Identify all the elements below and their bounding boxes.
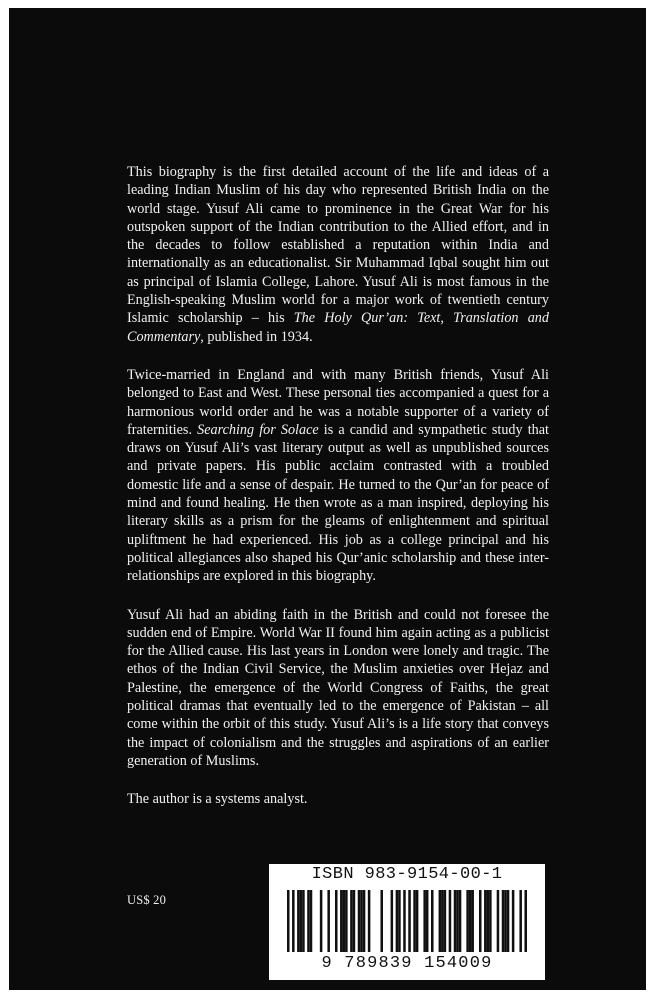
barcode-bar	[358, 890, 361, 952]
barcode-bar	[307, 890, 310, 952]
barcode-bar	[466, 890, 469, 952]
barcode-bar	[320, 890, 323, 952]
barcode-bar	[441, 890, 444, 952]
blurb-paragraph-1	[127, 163, 549, 346]
barcode-bar	[287, 890, 290, 952]
blurb-text	[127, 163, 549, 829]
barcode-bar	[413, 890, 416, 952]
barcode-bar	[408, 890, 411, 952]
barcode-bar	[302, 890, 305, 952]
barcode-bar	[507, 890, 510, 952]
barcode-icon	[287, 890, 527, 952]
barcode-bar	[439, 890, 442, 952]
barcode-bar	[524, 890, 527, 952]
barcode-bar	[444, 890, 447, 952]
barcode-bar	[343, 890, 346, 952]
barcode-bar	[456, 890, 459, 952]
barcode-bar	[426, 890, 429, 952]
barcode-bar	[454, 890, 457, 952]
barcode-bar	[340, 890, 343, 952]
barcode-bar	[502, 890, 505, 952]
blurb-text-run: is a candid and sympathetic study that draws on Yusuf Ali’s vast literary output as well as unpublished sources and private papers. His public acclaim contrasted with a troubled domestic life and a sense of despair. He turned to the Qur’an for peace of mind and found healing. He then wrote as a man inspired, deploying his literary skills as a prism for the gleams of enlightenment and spiritual upliftment he had experienced. His job as a college principal and his political allegiances also shaped his Qur’anic scholarship and these inter-relationships are explored in this biography.	[127, 421, 549, 585]
book-title-italic: Searching for Solace	[197, 421, 319, 438]
barcode-bar	[403, 890, 406, 952]
barcode-bar	[360, 890, 363, 952]
barcode-bar	[512, 890, 515, 952]
barcode-bar	[484, 890, 487, 952]
barcode-bar	[469, 890, 472, 952]
isbn-label: ISBN 983-9154-00-1	[311, 865, 503, 884]
barcode-bar	[471, 890, 474, 952]
barcode-bar	[519, 890, 522, 952]
barcode-bar	[297, 890, 300, 952]
barcode-bar	[487, 890, 490, 952]
isbn-barcode-block	[269, 864, 545, 980]
barcode-bar	[489, 890, 492, 952]
barcode-bar	[335, 890, 338, 952]
price-label: US$ 20	[127, 893, 167, 907]
blurb-text-run: , published in 1934.	[200, 328, 313, 345]
barcode-bar	[350, 890, 353, 952]
book-title-italic: The Holy Qur’an: Text, Translation and Commentary	[127, 310, 549, 345]
barcode-bar	[368, 890, 371, 952]
barcode-bar	[363, 890, 366, 952]
barcode-bar	[310, 890, 313, 952]
barcode-bar	[423, 890, 426, 952]
barcode-bar	[380, 890, 383, 952]
barcode-digits: 9 789839 154009	[321, 954, 493, 973]
barcode-bar	[431, 890, 434, 952]
barcode-bar	[497, 890, 500, 952]
blurb-paragraph-3	[127, 606, 549, 771]
barcode-bar	[398, 890, 401, 952]
barcode-bar	[504, 890, 507, 952]
blurb-text-run: This biography is the first detailed account of the life and ideas of a leading Indian Muslim of his day who represented British India on the world stage. Yusuf Ali came to prominence in the Great War for his outspoken support of the Indian contribution to the Allied effort, and in the decades to follow established a reputation within India and internationally as an educationalist. Sir Muhammad Iqbal sought him out as principal of Islamia College, Lahore. Yusuf Ali is most famous in the English-speaking Muslim world for a major work of twentieth century Islamic scholarship – his	[127, 164, 549, 327]
barcode-bar	[300, 890, 303, 952]
barcode-bar	[396, 890, 399, 952]
barcode-bar	[327, 890, 330, 952]
barcode-bar	[292, 890, 295, 952]
barcode-bar	[416, 890, 419, 952]
barcode-bar	[391, 890, 394, 952]
barcode-bar	[345, 890, 348, 952]
barcode-bar	[479, 890, 482, 952]
barcode-bar	[449, 890, 452, 952]
barcode-bar	[353, 890, 356, 952]
author-note: The author is a systems analyst.	[127, 791, 308, 808]
blurb-text-run: Twice-married in England and with many British friends, Yusuf Ali belonged to East and West. These personal ties accompanied a quest for a harmonious world order and he was a notable supporter of a variety of fraternities.	[127, 366, 549, 438]
blurb-text-run: Yusuf Ali had an abiding faith in the British and could not foresee the sudden end of Empire. World War II found him again acting as a publicist for the Allied cause. His last years in London were lonely and tragic. The ethos of the Indian Civil Service, the Muslim anxieties over Hejaz and Palestine, the emergence of the World Congress of Faiths, the great political dramas that eventually led to the emergence of Pakistan – all come within the orbit of this study. Yusuf Ali’s is a life story that conveys the impact of colonialism and the struggles and aspirations of an earlier generation of Muslims.	[127, 606, 549, 769]
barcode-bar	[459, 890, 462, 952]
back-cover	[9, 8, 646, 990]
blurb-paragraph-2	[127, 366, 549, 586]
